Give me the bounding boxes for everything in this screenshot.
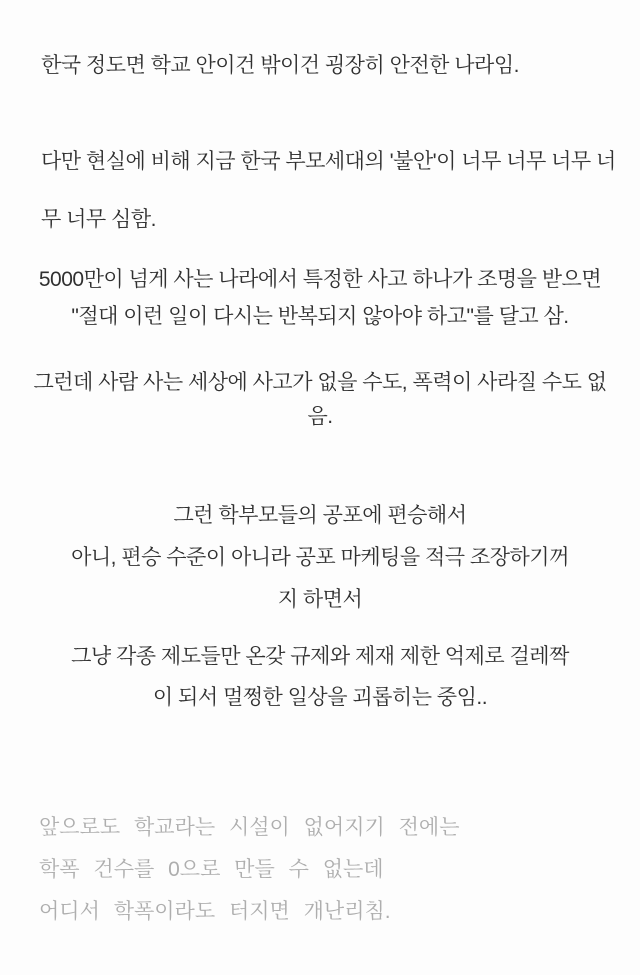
paragraph-2	[41, 133, 616, 249]
text-line: 학폭 건수를 0으로 만들 수 없는데	[39, 858, 384, 881]
text-line: 그런 학부모들의 공포에 편승해서	[173, 504, 467, 527]
paragraph-4	[0, 366, 640, 434]
text-line: 지 하면서	[277, 588, 363, 611]
paragraph-1	[41, 51, 519, 81]
text-line: 어디서 학폭이라도 터지면 개난리침.	[39, 900, 391, 923]
text-line: 그냥 각종 제도들만 온갖 규제와 제재 제한 억제로 걸레짝	[71, 645, 569, 668]
text-line: 다만 현실에 비해 지금 한국 부모세대의 '불안'이 너무 너무 너무 너	[41, 150, 616, 173]
text-line: "절대 이런 일이 다시는 반복되지 않아야 하고"를 달고 삼.	[71, 305, 569, 328]
paragraph-5	[0, 495, 640, 621]
text-line: 이 되서 멀쩡한 일상을 괴롭히는 중임..	[152, 686, 488, 709]
text-line: 음.	[307, 405, 333, 428]
text-line: 앞으로도 학교라는 시설이 없어지기 전에는	[39, 816, 460, 839]
text-line: 아니, 편승 수준이 아니라 공포 마케팅을 적극 조장하기꺼	[71, 546, 569, 569]
paragraph-7	[39, 807, 460, 933]
text-line: 5000만이 넘게 사는 나라에서 특정한 사고 하나가 조명을 받으면	[38, 268, 602, 291]
text-line: 그런데 사람 사는 세상에 사고가 없을 수도, 폭력이 사라질 수도 없	[33, 371, 607, 394]
text-line: 무 너무 심함.	[41, 208, 156, 231]
paragraph-3	[0, 261, 640, 335]
paragraph-6	[0, 636, 640, 718]
text-line: 한국 정도면 학교 안이건 밖이건 굉장히 안전한 나라임.	[41, 54, 519, 77]
